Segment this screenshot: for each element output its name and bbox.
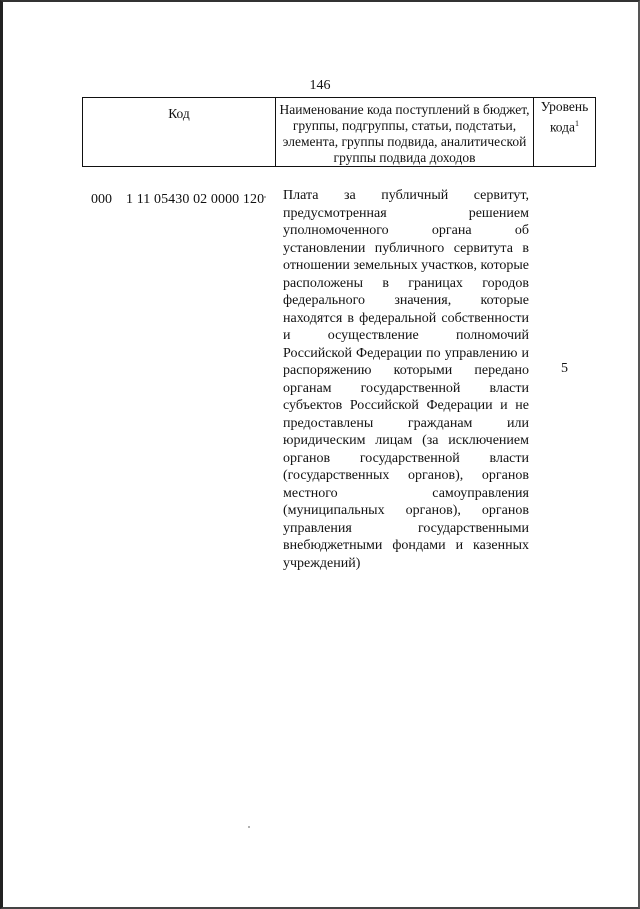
income-code: 1 11 05430 02 0000 120 bbox=[126, 192, 265, 207]
page-number: 146 bbox=[309, 78, 331, 93]
level-column-header bbox=[534, 98, 596, 167]
scan-speck bbox=[264, 196, 266, 198]
code-level: 5 bbox=[561, 361, 568, 376]
level-footnote-marker: 1 bbox=[575, 119, 580, 128]
header-table bbox=[82, 97, 596, 167]
level-header-line2: кода bbox=[549, 119, 576, 135]
admin-code: 000 bbox=[91, 192, 112, 207]
scan-speck bbox=[248, 826, 250, 828]
code-column-header: Код bbox=[83, 98, 276, 167]
header-row bbox=[83, 98, 596, 167]
level-header-line1: Уровень bbox=[540, 99, 589, 114]
name-column-header: Наименование кода поступлений в бюджет, группы, подгруппы, статьи, подстатьи, элемента, группы подвида, аналитической группы подвида доходов bbox=[276, 98, 534, 167]
income-name: Плата за публичный сервитут, предусмотренная решением уполномоченного органа об установлении публичного сервитута в отношении земельных участков, которые расположены в границах городов федерального значения, которые находятся в федеральной собственности и осуществление полномочий Российской Федерации по управлению и распоряжению которыми передано органам государственной власти субъектов Российской Федерации и не предоставлены гражданам или юридическим лицам (за исключением органов государственной власти (государственных органов), органов местного самоуправления (муниципальных органов), органов управления государственными внебюджетными фондами и казенных учреждений) bbox=[283, 188, 529, 571]
